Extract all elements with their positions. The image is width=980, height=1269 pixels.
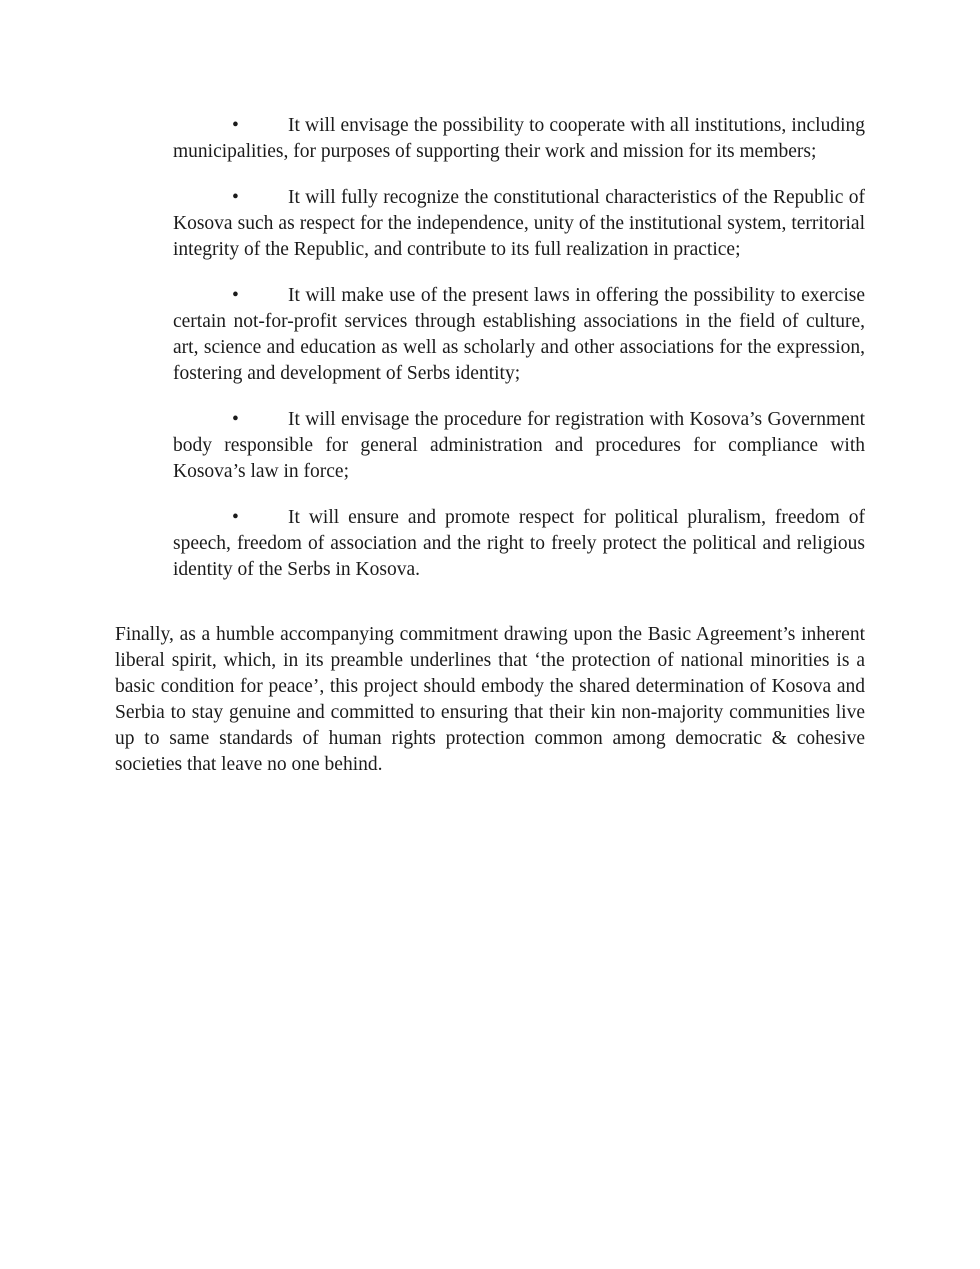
bullet-paragraph-4-text: It will envisage the procedure for registration with Kosova’s Government body responsible for general administration and procedures for compliance with Kosova’s law in force;	[173, 409, 865, 482]
bullet-paragraph-5	[173, 505, 865, 583]
bullet-paragraph-5-text: It will ensure and promote respect for political pluralism, freedom of speech, freedom of association and the right to freely protect the political and religious identity of the Serbs in Kosova.	[173, 507, 865, 580]
closing-paragraph: Finally, as a humble accompanying commitment drawing upon the Basic Agreement’s inherent liberal spirit, which, in its preamble underlines that ‘the protection of national minorities is a basic condition for peace’, this project should embody the shared determination of Kosova and Serbia to stay genuine and committed to ensuring that their kin non-majority communities live up to same standards of human rights protection common among democratic & cohesive societies that leave no one behind.	[115, 624, 865, 775]
bullet-paragraph-4	[173, 407, 865, 485]
bullet-paragraph-3-text: It will make use of the present laws in offering the possibility to exercise certain not-for-profit services through establishing associations in the field of culture, art, science and education as well as scholarly and other associations for the expression, fostering and development of Serbs identity;	[173, 285, 865, 384]
bullet-paragraph-2	[173, 185, 865, 263]
bullet-icon: •	[232, 507, 239, 528]
bullet-paragraph-2-text: It will fully recognize the constitutional characteristics of the Republic of Kosova such as respect for the independence, unity of the institutional system, territorial integrity of the Republic, and contribute to its full realization in practice;	[173, 187, 865, 260]
bullet-paragraph-1-text: It will envisage the possibility to cooperate with all institutions, including municipalities, for purposes of supporting their work and mission for its members;	[173, 115, 865, 162]
bullet-icon: •	[232, 409, 239, 430]
bullet-paragraph-3	[173, 283, 865, 387]
bullet-icon: •	[232, 285, 239, 306]
bullet-icon: •	[232, 115, 239, 136]
bullet-paragraph-1	[173, 113, 865, 165]
bullet-icon: •	[232, 187, 239, 208]
